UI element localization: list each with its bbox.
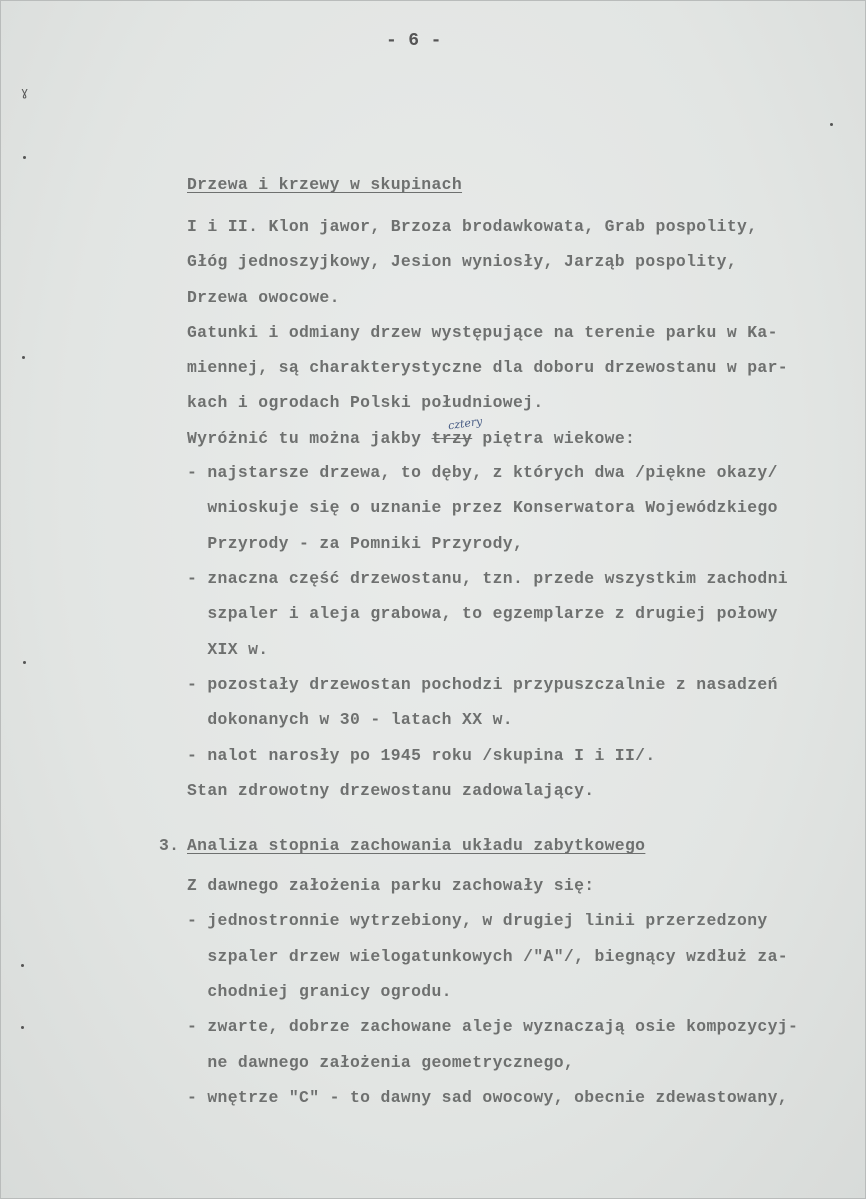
- body-line: Głóg jednoszyjkowy, Jesion wyniosły, Jarząb pospolity,: [187, 252, 738, 271]
- page-number: - 6 -: [386, 31, 442, 51]
- margin-dot: [21, 1026, 24, 1029]
- margin-dot: [22, 356, 25, 359]
- bullet-line: - nalot narosły po 1945 roku /skupina I i II/.: [187, 746, 656, 765]
- bullet-line: dokonanych w 30 - latach XX w.: [187, 710, 513, 729]
- bullet-line: - pozostały drzewostan pochodzi przypuszczalnie z nasadzeń: [187, 675, 778, 694]
- margin-dot: [23, 156, 26, 159]
- bullet-line: - znaczna część drzewostanu, tzn. przede wszystkim zachodni: [187, 569, 788, 588]
- bullet-line: szpaler drzew wielogatunkowych /"A"/, biegnący wzdłuż za-: [187, 947, 788, 966]
- bullet-line: - wnętrze "C" - to dawny sad owocowy, obecnie zdewastowany,: [187, 1088, 788, 1107]
- bullet-line: Przyrody - za Pomniki Przyrody,: [187, 534, 524, 553]
- bullet-line: - najstarsze drzewa, to dęby, z których dwa /piękne okazy/: [187, 463, 778, 482]
- margin-dot: [830, 123, 833, 126]
- bullet-line: - zwarte, dobrze zachowane aleje wyznaczają osie kompozycyj-: [187, 1017, 799, 1036]
- bullet-line: chodniej granicy ogrodu.: [187, 982, 452, 1001]
- body-line: Z dawnego założenia parku zachowały się:: [187, 876, 595, 895]
- trees-heading: Drzewa i krzewy w skupinach: [187, 175, 463, 194]
- health-line: Stan zdrowotny drzewostanu zadowalający.: [187, 781, 595, 800]
- margin-mark: ɣ: [21, 85, 29, 99]
- handwritten-correction: cztery: [447, 414, 484, 433]
- age-intro-line: [187, 429, 635, 448]
- bullet-line: - jednostronnie wytrzebiony, w drugiej linii przerzedzony: [187, 911, 768, 930]
- bullet-line: ne dawnego założenia geometrycznego,: [187, 1053, 575, 1072]
- bullet-line: wnioskuje się o uznanie przez Konserwatora Wojewódzkiego: [187, 498, 778, 517]
- struck-word: trzy: [431, 429, 473, 448]
- analysis-heading: Analiza stopnia zachowania układu zabytkowego: [187, 836, 646, 855]
- body-line: miennej, są charakterystyczne dla doboru drzewostanu w par-: [187, 358, 788, 377]
- body-line: kach i ogrodach Polski południowej.: [187, 393, 544, 412]
- age-intro-after: piętra wiekowe:: [472, 429, 636, 448]
- bullet-line: XIX w.: [187, 640, 269, 659]
- section-number: 3.: [159, 836, 180, 855]
- body-line: Gatunki i odmiany drzew występujące na terenie parku w Ka-: [187, 323, 778, 342]
- margin-dot: [23, 661, 26, 664]
- margin-dot: [21, 964, 24, 967]
- body-line: I i II. Klon jawor, Brzoza brodawkowata, Grab pospolity,: [187, 217, 758, 236]
- body-line: Drzewa owocowe.: [187, 288, 340, 307]
- bullet-line: szpaler i aleja grabowa, to egzemplarze z drugiej połowy: [187, 604, 778, 623]
- age-intro-before: Wyróżnić tu można jakby: [187, 429, 432, 448]
